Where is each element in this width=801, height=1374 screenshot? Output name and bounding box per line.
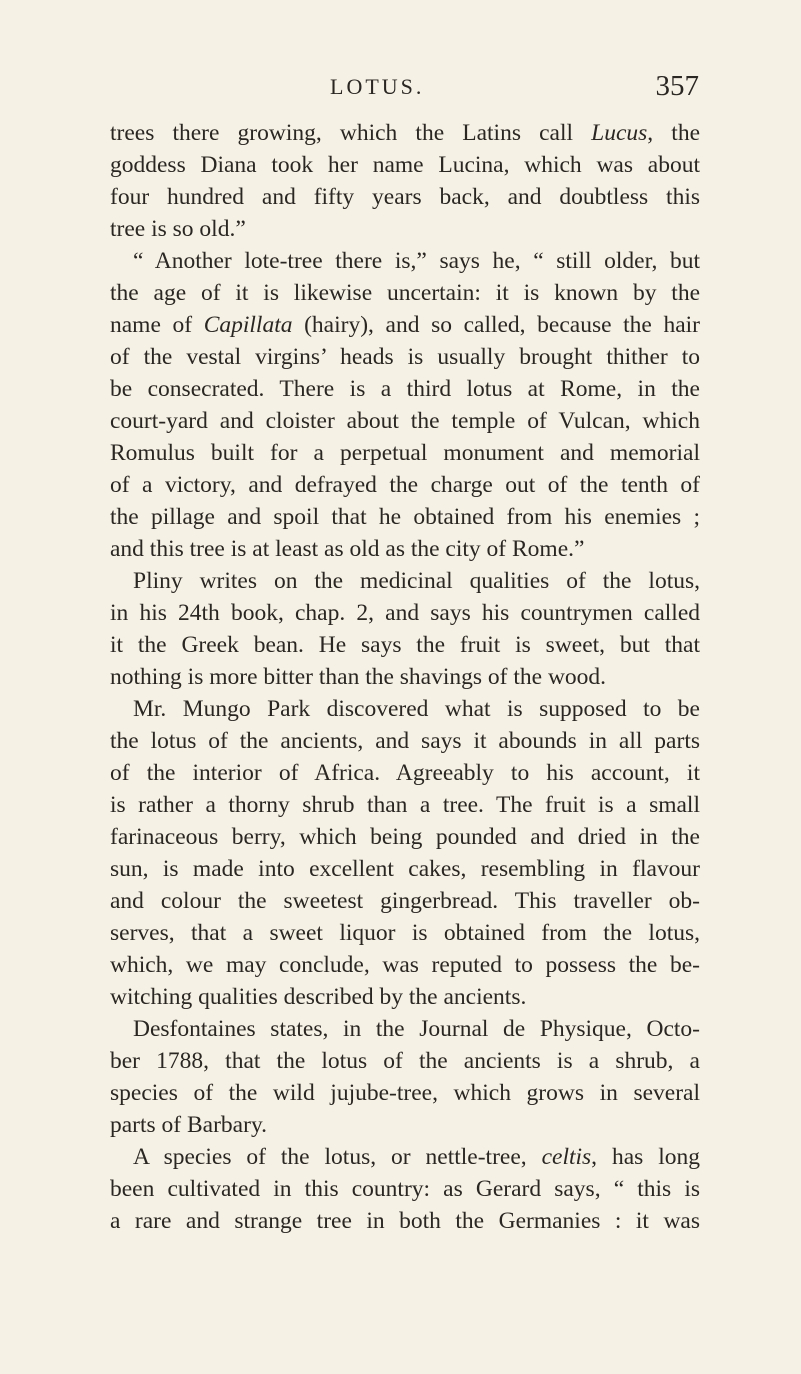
text-line: tree is so old.” [110,216,246,242]
text-line: goddess Diana took her name Lucina, which was about [110,152,700,178]
text-line: and colour the sweetest gingerbread. This traveller ob- [110,888,700,914]
text-line: serves, that a sweet liquor is obtained from the lotus, [110,920,700,946]
page-number: 357 [655,70,699,102]
text-line: Desfontaines states, in the Journal de Physique, Octo- [133,1016,700,1042]
text-line: species of the wild jujube-tree, which grows in several [110,1080,700,1106]
text-line: farinaceous berry, which being pounded and dried in the [110,824,700,850]
text-line: the pillage and spoil that he obtained from his enemies ; [110,504,700,530]
running-title: LOTUS. [330,74,425,99]
text-line: trees there growing, which the Latins call Lucus, the [110,120,700,146]
text-line: of a victory, and defrayed the charge out of the tenth of [110,472,700,498]
text-line: Romulus built for a perpetual monument and memorial [110,440,700,466]
text-line: Mr. Mungo Park discovered what is supposed to be [133,696,700,722]
text-line: the lotus of the ancients, and says it abounds in all parts [110,728,700,754]
text-line: of the vestal virgins’ heads is usually brought thither to [110,344,700,370]
text-line: A species of the lotus, or nettle-tree, celtis, has long [133,1144,701,1170]
text-line: is rather a thorny shrub than a tree. The fruit is a small [110,792,700,818]
text-line: be consecrated. There is a third lotus at Rome, in the [110,376,700,402]
text-line: a rare and strange tree in both the Germanies : it was [110,1208,700,1234]
text-line: the age of it is likewise uncertain: it is known by the [110,280,700,306]
text-line: Pliny writes on the medicinal qualities of the lotus, [133,568,700,594]
text-line: four hundred and fifty years back, and doubtless this [110,184,700,210]
page-header [0,70,801,114]
text-line: and this tree is at least as old as the city of Rome.” [110,536,585,562]
text-line: ber 1788, that the lotus of the ancients is a shrub, a [110,1048,700,1074]
text-line: “ Another lote-tree there is,” says he, “ still older, but [133,248,700,274]
text-line: sun, is made into excellent cakes, resembling in flavour [110,856,700,882]
text-line: court-yard and cloister about the temple of Vulcan, which [110,408,700,434]
text-line: of the interior of Africa. Agreeably to his account, it [110,760,700,786]
text-line: in his 24th book, chap. 2, and says his countrymen called [110,600,700,626]
text-line: been cultivated in this country: as Gerard says, “ this is [110,1176,700,1202]
text-line: name of Capillata (hairy), and so called, because the hair [110,312,701,338]
text-line: it the Greek bean. He says the fruit is sweet, but that [110,632,700,658]
text-line: parts of Barbary. [110,1112,268,1138]
text-line: witching qualities described by the ancients. [110,984,527,1010]
text-line: which, we may conclude, was reputed to possess the be- [110,952,700,978]
text-line: nothing is more bitter than the shavings of the wood. [110,664,607,690]
